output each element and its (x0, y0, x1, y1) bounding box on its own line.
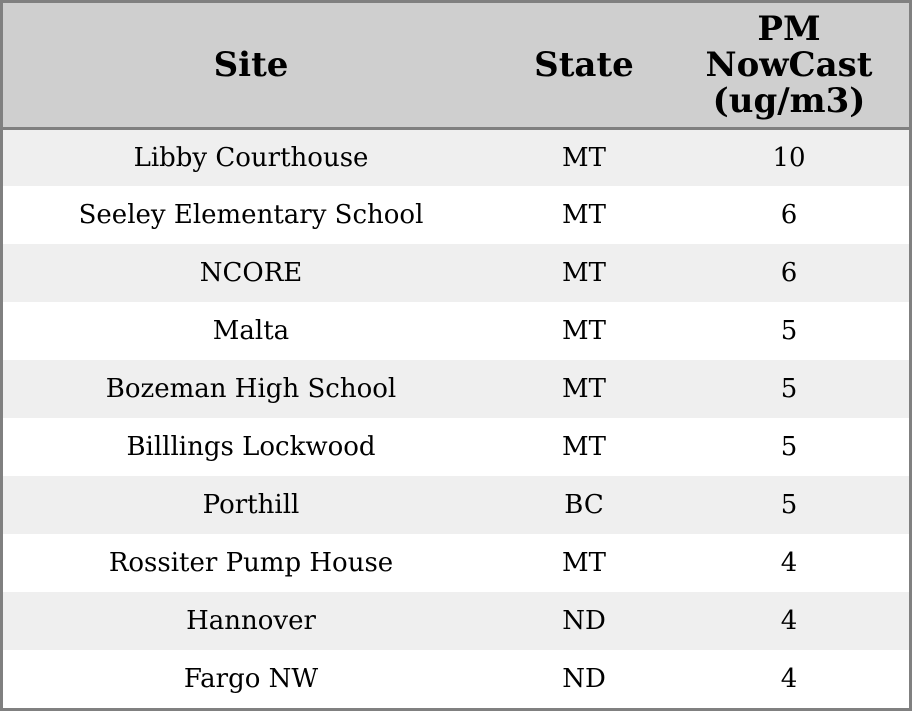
state-cell: MT (562, 142, 606, 173)
table-row (3, 360, 909, 418)
site-cell: Rossiter Pump House (108, 548, 394, 578)
pm-value-cell: 6 (780, 258, 798, 288)
pm-nowcast-table (3, 3, 909, 708)
header-pm-line-2: NowCast (705, 44, 873, 85)
table-row (3, 650, 909, 708)
table-row (3, 476, 909, 534)
site-cell: Porthill (202, 490, 300, 520)
pm-value-cell: 4 (780, 664, 798, 694)
table-body (3, 128, 909, 708)
pm-value-cell: 6 (780, 200, 798, 230)
state-cell: MT (562, 200, 606, 230)
state-cell: MT (562, 374, 606, 404)
table-row (3, 302, 909, 360)
site-cell: NCORE (199, 258, 303, 288)
table-row (3, 418, 909, 476)
header-site: Site (3, 3, 499, 128)
table-row (3, 244, 909, 302)
header-pm-line-1: PM (757, 8, 821, 49)
site-cell: Seeley Elementary School (78, 200, 424, 230)
header-state: State (499, 3, 669, 128)
table-row (3, 592, 909, 650)
pm-value-cell: 5 (780, 432, 798, 462)
table-row (3, 128, 909, 186)
table-row (3, 186, 909, 244)
pm-value-cell: 5 (780, 316, 798, 346)
pm-value-cell: 5 (780, 490, 798, 520)
state-cell: MT (562, 432, 606, 462)
header-row (3, 3, 909, 128)
table-header (3, 3, 909, 128)
header-pm-nowcast (669, 3, 909, 128)
state-cell: ND (562, 664, 606, 694)
state-cell: MT (562, 316, 606, 346)
pm-value-cell: 10 (772, 142, 806, 173)
state-cell: BC (564, 490, 604, 520)
site-cell: Hannover (186, 606, 316, 636)
state-cell: MT (562, 258, 606, 288)
table-row (3, 534, 909, 592)
site-cell: Malta (212, 316, 290, 346)
pm-value-cell: 4 (780, 548, 798, 578)
pm-value-cell: 4 (780, 606, 798, 636)
site-cell: Libby Courthouse (133, 142, 369, 173)
state-cell: MT (562, 548, 606, 578)
site-cell: Fargo NW (183, 664, 319, 694)
site-cell: Billlings Lockwood (126, 432, 376, 462)
header-pm-line-3: (ug/m3) (712, 80, 866, 121)
pm-value-cell: 5 (780, 374, 798, 404)
state-cell: ND (562, 606, 606, 636)
site-cell: Bozeman High School (105, 374, 397, 404)
